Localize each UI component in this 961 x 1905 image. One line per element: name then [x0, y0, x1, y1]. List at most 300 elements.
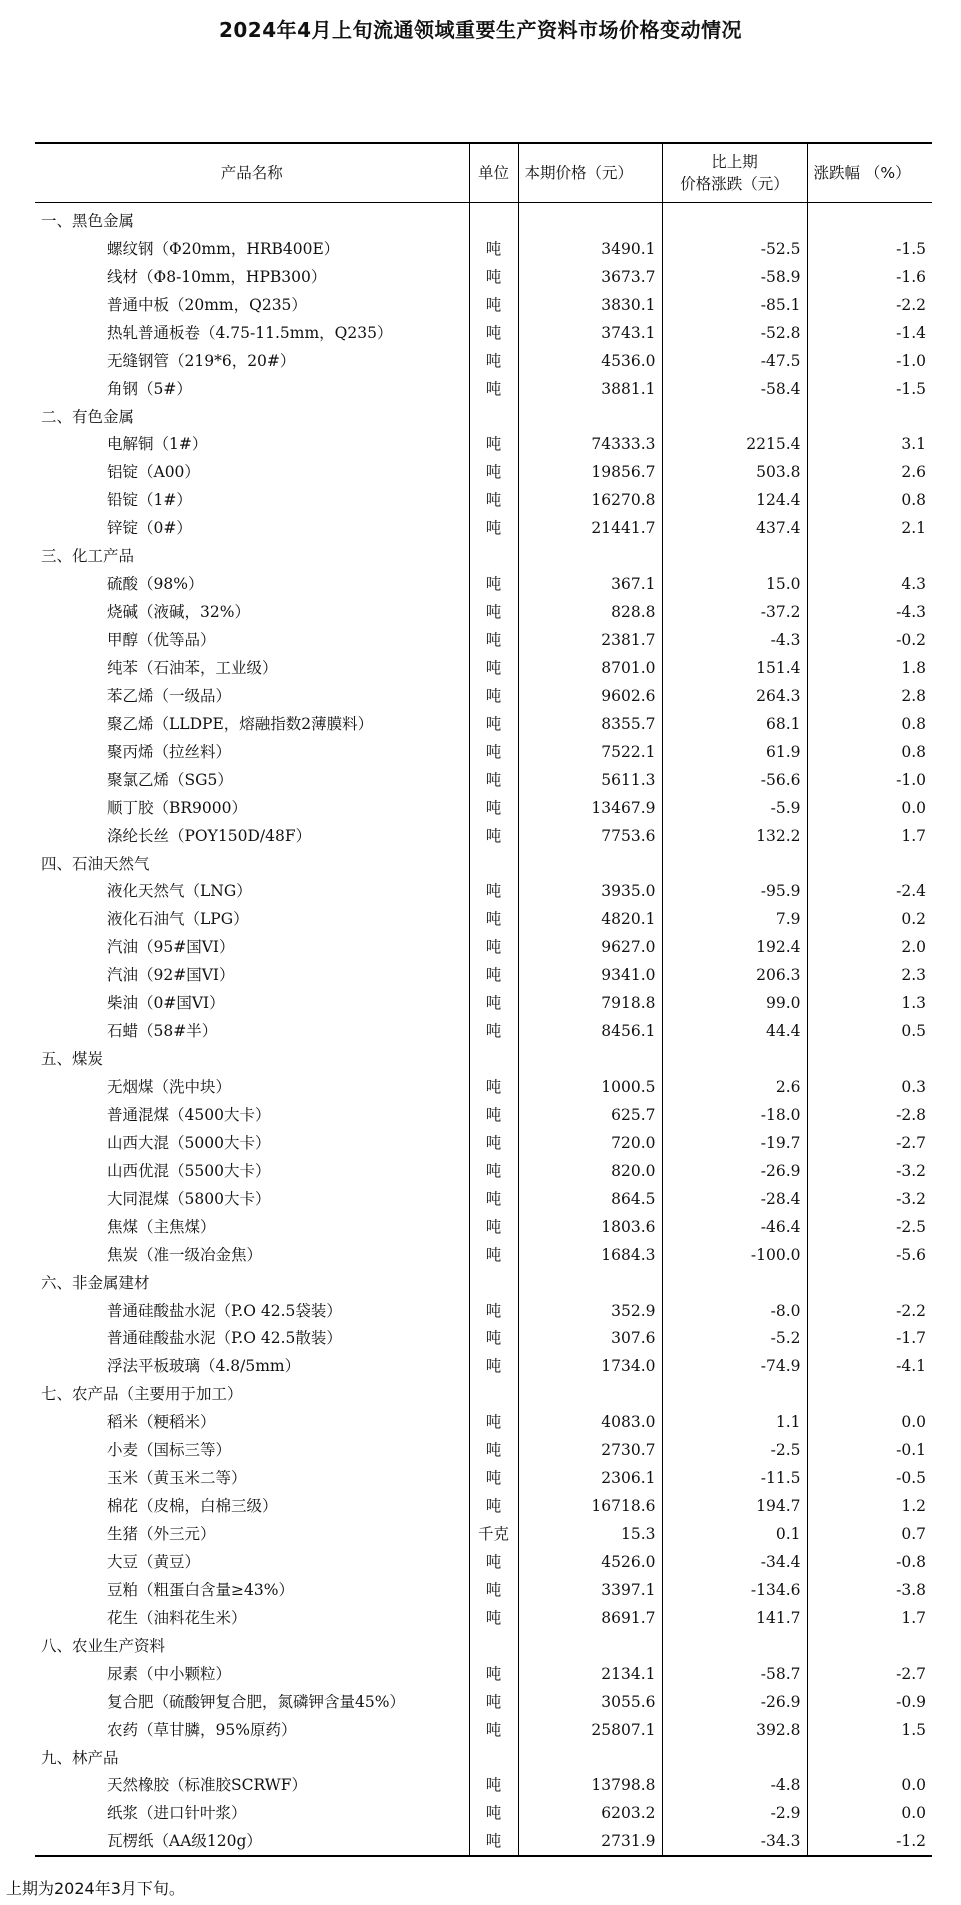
- percent-cell: -0.5: [807, 1464, 932, 1492]
- table-row: [35, 1297, 932, 1325]
- price-cell: 625.7: [518, 1101, 662, 1129]
- table-row: [35, 878, 932, 906]
- table-row: [35, 626, 932, 654]
- percent-cell: -2.7: [807, 1660, 932, 1688]
- price-cell: 8456.1: [518, 1017, 662, 1045]
- change-cell: -19.7: [662, 1129, 807, 1157]
- price-cell: 2134.1: [518, 1660, 662, 1688]
- table-row: [35, 1185, 932, 1213]
- product-name: 锌锭（0#）: [107, 519, 192, 538]
- product-name: 涤纶长丝（POY150D/48F）: [107, 826, 312, 845]
- table-row: [35, 1799, 932, 1827]
- category-row: [35, 403, 932, 431]
- table-row: [35, 375, 932, 403]
- product-name: 顺丁胶（BR9000）: [107, 798, 248, 817]
- category-row: [35, 1632, 932, 1660]
- percent-cell: -3.2: [807, 1185, 932, 1213]
- percent-cell: 3.1: [807, 431, 932, 459]
- price-cell: 4820.1: [518, 905, 662, 933]
- product-name: 山西优混（5500大卡）: [107, 1161, 271, 1180]
- unit-cell: 吨: [469, 458, 518, 486]
- unit-cell: 吨: [469, 1576, 518, 1604]
- price-cell: 3935.0: [518, 878, 662, 906]
- percent-cell: 2.0: [807, 933, 932, 961]
- table-row: [35, 570, 932, 598]
- unit-cell: 吨: [469, 710, 518, 738]
- unit-cell: 吨: [469, 961, 518, 989]
- table-row: [35, 347, 932, 375]
- change-cell: -85.1: [662, 291, 807, 319]
- table-row: [35, 598, 932, 626]
- product-name: 电解铜（1#）: [107, 435, 208, 454]
- percent-cell: -0.2: [807, 626, 932, 654]
- percent-cell: -2.4: [807, 878, 932, 906]
- change-cell: 44.4: [662, 1017, 807, 1045]
- change-cell: -2.9: [662, 1799, 807, 1827]
- unit-cell: 吨: [469, 1688, 518, 1716]
- change-cell: -26.9: [662, 1688, 807, 1716]
- header-row: [35, 144, 932, 203]
- product-name: 汽油（95#国VI）: [107, 938, 235, 957]
- table-body: [35, 203, 932, 1856]
- price-cell: 1803.6: [518, 1213, 662, 1241]
- table-row: [35, 961, 932, 989]
- change-cell: 206.3: [662, 961, 807, 989]
- unit-cell: 吨: [469, 1101, 518, 1129]
- category-name: 六、非金属建材: [41, 1273, 150, 1292]
- table-row: [35, 1688, 932, 1716]
- percent-cell: -1.7: [807, 1325, 932, 1353]
- percent-cell: -2.2: [807, 1297, 932, 1325]
- price-cell: 3397.1: [518, 1576, 662, 1604]
- change-cell: 264.3: [662, 682, 807, 710]
- unit-cell: 千克: [469, 1520, 518, 1548]
- page-title: 2024年4月上旬流通领域重要生产资料市场价格变动情况: [218, 18, 743, 42]
- table-row: [35, 1576, 932, 1604]
- table-row: [35, 1325, 932, 1353]
- price-cell: 9341.0: [518, 961, 662, 989]
- percent-cell: -1.2: [807, 1827, 932, 1855]
- table-row: [35, 1464, 932, 1492]
- product-name: 大豆（黄豆）: [107, 1552, 201, 1571]
- percent-cell: 0.5: [807, 1017, 932, 1045]
- price-cell: 25807.1: [518, 1716, 662, 1744]
- percent-cell: -0.9: [807, 1688, 932, 1716]
- product-name: 烧碱（液碱，32%）: [107, 603, 250, 622]
- table-row: [35, 235, 932, 263]
- empty-cell: [662, 542, 807, 570]
- empty-cell: [469, 1380, 518, 1408]
- percent-cell: -3.8: [807, 1576, 932, 1604]
- product-name: 棉花（皮棉，白棉三级）: [107, 1497, 278, 1516]
- empty-cell: [469, 850, 518, 878]
- unit-cell: 吨: [469, 989, 518, 1017]
- empty-cell: [469, 203, 518, 235]
- table-row: [35, 1241, 932, 1269]
- empty-cell: [807, 403, 932, 431]
- category-row: [35, 1269, 932, 1297]
- percent-cell: 0.0: [807, 1408, 932, 1436]
- unit-cell: 吨: [469, 1408, 518, 1436]
- product-name: 线材（Φ8-10mm，HPB300）: [107, 267, 327, 286]
- percent-cell: 1.7: [807, 822, 932, 850]
- product-name: 硫酸（98%）: [107, 575, 204, 594]
- unit-cell: 吨: [469, 738, 518, 766]
- empty-cell: [662, 850, 807, 878]
- header-percent: 涨跌幅 （%）: [807, 144, 932, 203]
- percent-cell: -1.4: [807, 319, 932, 347]
- percent-cell: 0.0: [807, 1799, 932, 1827]
- unit-cell: 吨: [469, 822, 518, 850]
- table-row: [35, 989, 932, 1017]
- category-name: 八、农业生产资料: [41, 1636, 166, 1655]
- table-row: [35, 1827, 932, 1855]
- table-row: [35, 263, 932, 291]
- unit-cell: 吨: [469, 598, 518, 626]
- table-row: [35, 1660, 932, 1688]
- unit-cell: 吨: [469, 486, 518, 514]
- product-name: 纸浆（进口针叶浆）: [107, 1804, 247, 1823]
- table-row: [35, 766, 932, 794]
- change-cell: 99.0: [662, 989, 807, 1017]
- percent-cell: 0.7: [807, 1520, 932, 1548]
- change-cell: 392.8: [662, 1716, 807, 1744]
- table-row: [35, 431, 932, 459]
- unit-cell: 吨: [469, 626, 518, 654]
- change-cell: -28.4: [662, 1185, 807, 1213]
- product-name: 石蜡（58#半）: [107, 1022, 218, 1041]
- product-name: 铝锭（A00）: [107, 463, 200, 482]
- category-name: 七、农产品（主要用于加工）: [41, 1385, 243, 1404]
- change-cell: -4.3: [662, 626, 807, 654]
- unit-cell: 吨: [469, 1352, 518, 1380]
- price-cell: 3490.1: [518, 235, 662, 263]
- unit-cell: 吨: [469, 1297, 518, 1325]
- percent-cell: -1.5: [807, 235, 932, 263]
- price-cell: 307.6: [518, 1325, 662, 1353]
- category-name: 三、化工产品: [41, 547, 135, 566]
- product-name: 苯乙烯（一级品）: [107, 686, 232, 705]
- table-row: [35, 1129, 932, 1157]
- header-unit: 单位: [469, 144, 518, 203]
- unit-cell: 吨: [469, 1799, 518, 1827]
- price-cell: 7918.8: [518, 989, 662, 1017]
- empty-cell: [807, 1380, 932, 1408]
- table-row: [35, 458, 932, 486]
- empty-cell: [807, 850, 932, 878]
- unit-cell: 吨: [469, 1660, 518, 1688]
- percent-cell: -0.8: [807, 1548, 932, 1576]
- empty-cell: [469, 1269, 518, 1297]
- product-name: 聚氯乙烯（SG5）: [107, 770, 233, 789]
- unit-cell: 吨: [469, 319, 518, 347]
- empty-cell: [469, 1744, 518, 1772]
- price-cell: 3673.7: [518, 263, 662, 291]
- change-cell: -18.0: [662, 1101, 807, 1129]
- category-name: 二、有色金属: [41, 407, 135, 426]
- percent-cell: 2.6: [807, 458, 932, 486]
- table-row: [35, 514, 932, 542]
- category-row: [35, 1744, 932, 1772]
- header-product-name: 产品名称: [35, 144, 469, 203]
- unit-cell: 吨: [469, 905, 518, 933]
- empty-cell: [807, 1744, 932, 1772]
- product-name: 生猪（外三元）: [107, 1525, 216, 1544]
- price-cell: 74333.3: [518, 431, 662, 459]
- product-name: 尿素（中小颗粒）: [107, 1664, 232, 1683]
- unit-cell: 吨: [469, 514, 518, 542]
- table-row: [35, 682, 932, 710]
- product-name: 花生（油料花生米）: [107, 1608, 247, 1627]
- price-cell: 2306.1: [518, 1464, 662, 1492]
- table-row: [35, 933, 932, 961]
- percent-cell: -5.6: [807, 1241, 932, 1269]
- change-cell: -58.4: [662, 375, 807, 403]
- unit-cell: 吨: [469, 1436, 518, 1464]
- change-cell: -37.2: [662, 598, 807, 626]
- empty-cell: [518, 203, 662, 235]
- percent-cell: -4.1: [807, 1352, 932, 1380]
- change-cell: -95.9: [662, 878, 807, 906]
- change-cell: 0.1: [662, 1520, 807, 1548]
- change-cell: 124.4: [662, 486, 807, 514]
- unit-cell: 吨: [469, 1241, 518, 1269]
- change-cell: -58.9: [662, 263, 807, 291]
- unit-cell: 吨: [469, 570, 518, 598]
- product-name: 普通硅酸盐水泥（P.O 42.5袋装）: [107, 1301, 342, 1320]
- change-cell: 437.4: [662, 514, 807, 542]
- table-row: [35, 710, 932, 738]
- product-name: 普通中板（20mm，Q235）: [107, 295, 307, 314]
- price-cell: 15.3: [518, 1520, 662, 1548]
- product-name: 柴油（0#国VI）: [107, 994, 225, 1013]
- empty-cell: [469, 403, 518, 431]
- table-row: [35, 319, 932, 347]
- product-name: 焦炭（准一级冶金焦）: [107, 1245, 263, 1264]
- price-cell: 1684.3: [518, 1241, 662, 1269]
- table-row: [35, 1520, 932, 1548]
- change-cell: -134.6: [662, 1576, 807, 1604]
- empty-cell: [662, 1045, 807, 1073]
- price-cell: 16270.8: [518, 486, 662, 514]
- price-cell: 352.9: [518, 1297, 662, 1325]
- percent-cell: 0.8: [807, 710, 932, 738]
- change-cell: 132.2: [662, 822, 807, 850]
- product-name: 普通混煤（4500大卡）: [107, 1105, 271, 1124]
- change-cell: -74.9: [662, 1352, 807, 1380]
- change-cell: 151.4: [662, 654, 807, 682]
- percent-cell: -2.5: [807, 1213, 932, 1241]
- table-row: [35, 1408, 932, 1436]
- change-cell: 15.0: [662, 570, 807, 598]
- percent-cell: 2.1: [807, 514, 932, 542]
- table-row: [35, 1352, 932, 1380]
- price-cell: 7522.1: [518, 738, 662, 766]
- change-cell: -4.8: [662, 1772, 807, 1800]
- percent-cell: 4.3: [807, 570, 932, 598]
- category-name: 五、煤炭: [41, 1050, 104, 1069]
- product-name: 铅锭（1#）: [107, 491, 192, 510]
- percent-cell: 0.8: [807, 486, 932, 514]
- category-row: [35, 850, 932, 878]
- table-row: [35, 1716, 932, 1744]
- header-change: [662, 144, 807, 203]
- unit-cell: 吨: [469, 1827, 518, 1855]
- table-row: [35, 1772, 932, 1800]
- product-name: 大同混煤（5800大卡）: [107, 1189, 271, 1208]
- price-cell: 8355.7: [518, 710, 662, 738]
- price-cell: 3830.1: [518, 291, 662, 319]
- change-cell: -11.5: [662, 1464, 807, 1492]
- percent-cell: 1.2: [807, 1492, 932, 1520]
- product-name: 热轧普通板卷（4.75-11.5mm，Q235）: [107, 323, 393, 342]
- price-cell: 19856.7: [518, 458, 662, 486]
- category-row: [35, 1045, 932, 1073]
- table-row: [35, 486, 932, 514]
- unit-cell: 吨: [469, 1716, 518, 1744]
- price-cell: 2381.7: [518, 626, 662, 654]
- unit-cell: 吨: [469, 794, 518, 822]
- change-cell: -47.5: [662, 347, 807, 375]
- empty-cell: [518, 1380, 662, 1408]
- unit-cell: 吨: [469, 1492, 518, 1520]
- product-name: 无烟煤（洗中块）: [107, 1078, 232, 1097]
- product-name: 汽油（92#国VI）: [107, 966, 235, 985]
- product-name: 螺纹钢（Φ20mm，HRB400E）: [107, 239, 340, 258]
- product-name: 小麦（国标三等）: [107, 1441, 232, 1460]
- price-cell: 8691.7: [518, 1604, 662, 1632]
- product-name: 聚乙烯（LLDPE，熔融指数2薄膜料）: [107, 714, 374, 733]
- unit-cell: 吨: [469, 1157, 518, 1185]
- product-name: 瓦楞纸（AA级120g）: [107, 1832, 262, 1851]
- change-cell: 7.9: [662, 905, 807, 933]
- unit-cell: 吨: [469, 1129, 518, 1157]
- empty-cell: [807, 542, 932, 570]
- table-row: [35, 738, 932, 766]
- price-cell: 720.0: [518, 1129, 662, 1157]
- product-name: 液化石油气（LPG）: [107, 910, 249, 929]
- percent-cell: -1.6: [807, 263, 932, 291]
- product-name: 农药（草甘膦，95%原药）: [107, 1720, 297, 1739]
- header-change-line2: 价格涨跌（元）: [680, 175, 789, 193]
- product-name: 豆粕（粗蛋白含量≥43%）: [107, 1580, 294, 1599]
- percent-cell: 0.0: [807, 794, 932, 822]
- empty-cell: [662, 1380, 807, 1408]
- percent-cell: -2.8: [807, 1101, 932, 1129]
- empty-cell: [807, 1269, 932, 1297]
- unit-cell: 吨: [469, 263, 518, 291]
- change-cell: -46.4: [662, 1213, 807, 1241]
- table-row: [35, 1073, 932, 1101]
- empty-cell: [518, 1269, 662, 1297]
- change-cell: -26.9: [662, 1157, 807, 1185]
- change-cell: -5.9: [662, 794, 807, 822]
- price-cell: 5611.3: [518, 766, 662, 794]
- change-cell: -56.6: [662, 766, 807, 794]
- unit-cell: 吨: [469, 654, 518, 682]
- empty-cell: [807, 203, 932, 235]
- table-row: [35, 1157, 932, 1185]
- price-cell: 16718.6: [518, 1492, 662, 1520]
- price-cell: 2731.9: [518, 1827, 662, 1855]
- footnote: 上期为2024年3月下旬。: [6, 1879, 185, 1898]
- table-row: [35, 1213, 932, 1241]
- unit-cell: 吨: [469, 431, 518, 459]
- percent-cell: 1.5: [807, 1716, 932, 1744]
- price-cell: 1000.5: [518, 1073, 662, 1101]
- price-cell: 13467.9: [518, 794, 662, 822]
- product-name: 聚丙烯（拉丝料）: [107, 742, 232, 761]
- change-cell: 194.7: [662, 1492, 807, 1520]
- product-name: 天然橡胶（标准胶SCRWF）: [107, 1776, 307, 1795]
- change-cell: -52.8: [662, 319, 807, 347]
- percent-cell: -1.0: [807, 766, 932, 794]
- price-cell: 864.5: [518, 1185, 662, 1213]
- change-cell: 68.1: [662, 710, 807, 738]
- empty-cell: [662, 1744, 807, 1772]
- empty-cell: [518, 542, 662, 570]
- unit-cell: 吨: [469, 682, 518, 710]
- unit-cell: 吨: [469, 1548, 518, 1576]
- percent-cell: 0.0: [807, 1772, 932, 1800]
- table-row: [35, 654, 932, 682]
- table-row: [35, 291, 932, 319]
- unit-cell: 吨: [469, 291, 518, 319]
- change-cell: -34.3: [662, 1827, 807, 1855]
- price-cell: 367.1: [518, 570, 662, 598]
- product-name: 复合肥（硫酸钾复合肥，氮磷钾含量45%）: [107, 1692, 405, 1711]
- unit-cell: 吨: [469, 878, 518, 906]
- product-name: 角钢（5#）: [107, 379, 192, 398]
- change-cell: -8.0: [662, 1297, 807, 1325]
- unit-cell: 吨: [469, 1464, 518, 1492]
- product-name: 液化天然气（LNG）: [107, 882, 252, 901]
- percent-cell: 0.8: [807, 738, 932, 766]
- price-cell: 21441.7: [518, 514, 662, 542]
- product-name: 纯苯（石油苯，工业级）: [107, 658, 278, 677]
- price-cell: 4536.0: [518, 347, 662, 375]
- price-cell: 9627.0: [518, 933, 662, 961]
- category-name: 四、石油天然气: [41, 854, 150, 873]
- empty-cell: [662, 1269, 807, 1297]
- percent-cell: -1.0: [807, 347, 932, 375]
- change-cell: -34.4: [662, 1548, 807, 1576]
- price-cell: 6203.2: [518, 1799, 662, 1827]
- product-name: 山西大混（5000大卡）: [107, 1133, 271, 1152]
- unit-cell: 吨: [469, 1073, 518, 1101]
- product-name: 无缝钢管（219*6，20#）: [107, 351, 296, 370]
- change-cell: -58.7: [662, 1660, 807, 1688]
- price-cell: 7753.6: [518, 822, 662, 850]
- change-cell: -52.5: [662, 235, 807, 263]
- price-cell: 9602.6: [518, 682, 662, 710]
- price-cell: 828.8: [518, 598, 662, 626]
- header-change-line1: 比上期: [711, 153, 758, 171]
- unit-cell: 吨: [469, 1325, 518, 1353]
- change-cell: 141.7: [662, 1604, 807, 1632]
- percent-cell: -2.7: [807, 1129, 932, 1157]
- category-name: 一、黑色金属: [41, 211, 135, 230]
- empty-cell: [469, 1045, 518, 1073]
- category-name: 九、林产品: [41, 1748, 119, 1767]
- price-cell: 4526.0: [518, 1548, 662, 1576]
- change-cell: 503.8: [662, 458, 807, 486]
- percent-cell: -2.2: [807, 291, 932, 319]
- empty-cell: [662, 1632, 807, 1660]
- price-cell: 8701.0: [518, 654, 662, 682]
- percent-cell: 0.3: [807, 1073, 932, 1101]
- product-name: 稻米（粳稻米）: [107, 1413, 216, 1432]
